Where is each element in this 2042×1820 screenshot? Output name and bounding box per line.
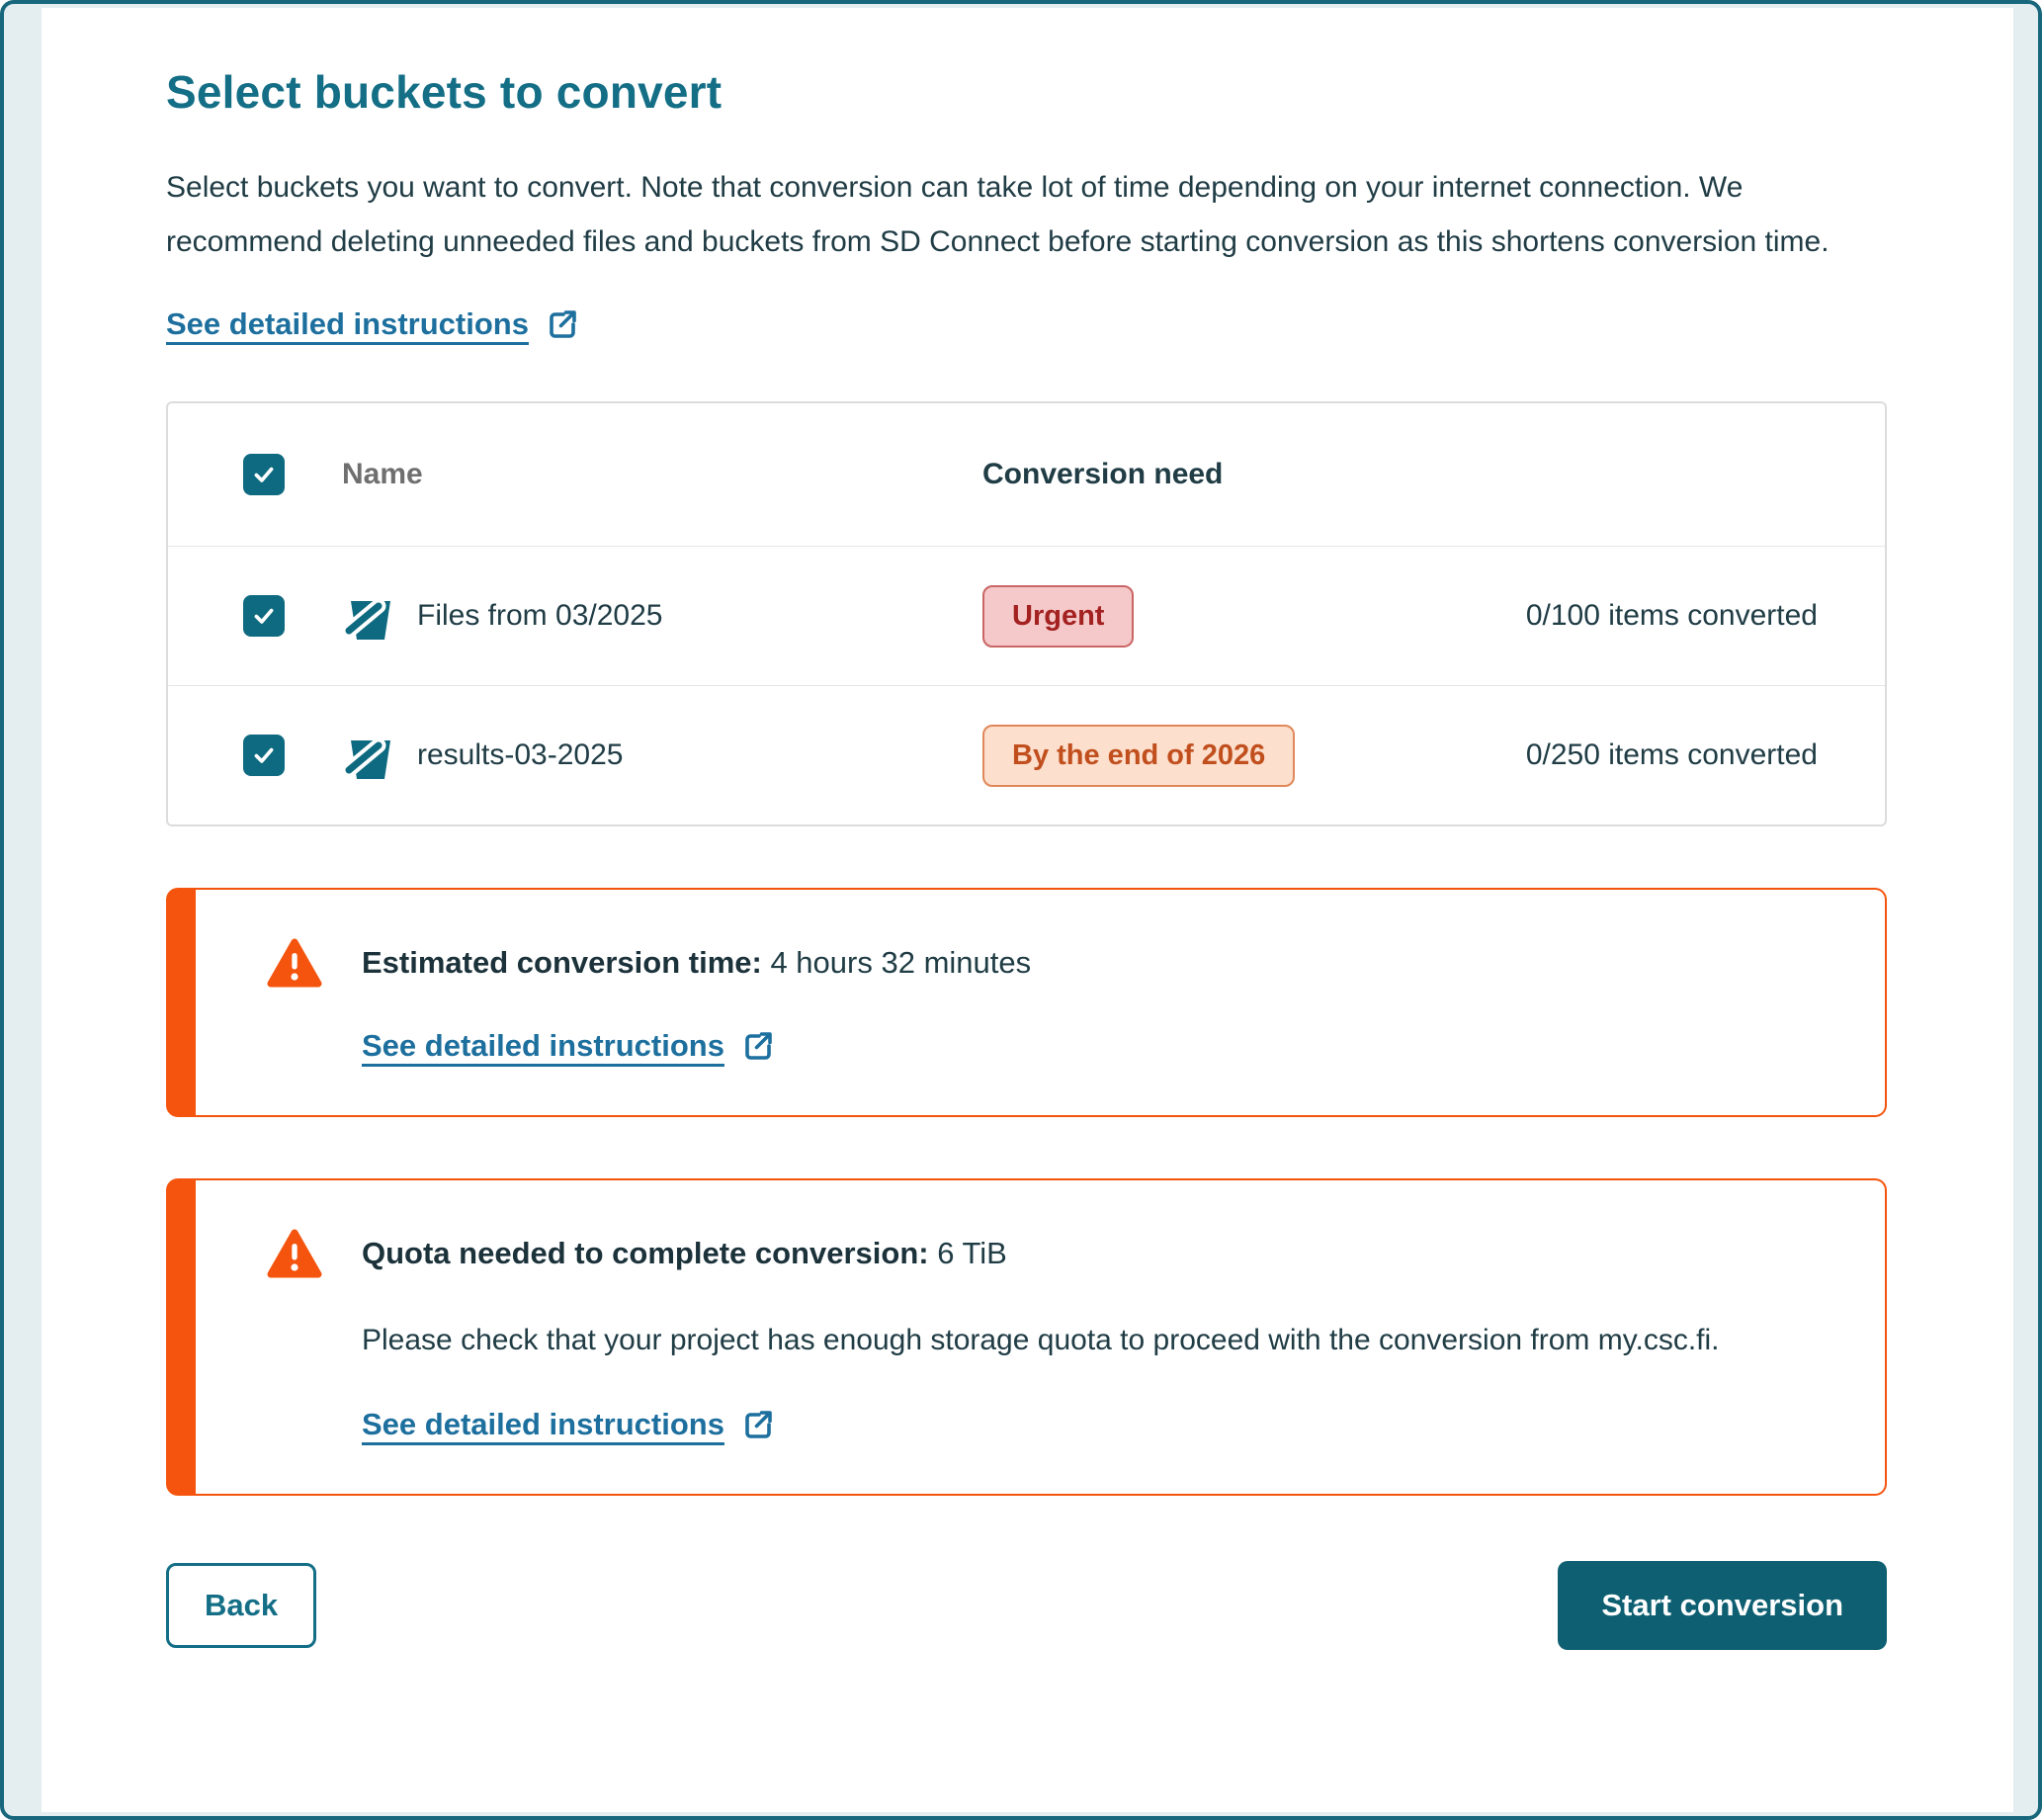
- external-link-icon: [740, 1028, 776, 1064]
- intro-text: Select buckets you want to convert. Note that conversion can take lot of time depending on your internet connection. We recommend deleting unneeded files and buckets from SD Connect before starting conversion as this shortens conversion time.: [166, 171, 1829, 258]
- alert-label: Quota needed to complete conversion:: [362, 1236, 929, 1270]
- conversion-need-cell: [982, 725, 1432, 787]
- select-all-checkbox[interactable]: [243, 454, 285, 495]
- alert-description: Please check that your project has enough storage quota to proceed with the conversion from my.csc.fi.: [362, 1324, 1720, 1356]
- row-checkbox[interactable]: [243, 735, 285, 776]
- alert-value: 6 TiB: [928, 1236, 1007, 1270]
- alert-instructions-link[interactable]: [362, 1407, 776, 1442]
- alert-label: Estimated conversion time:: [362, 945, 762, 980]
- estimated-time-alert: [166, 888, 1887, 1117]
- alert-title: [362, 1236, 1007, 1271]
- instructions-link[interactable]: [166, 306, 580, 342]
- row-checkbox[interactable]: [243, 595, 285, 637]
- bucket-name: results-03-2025: [417, 738, 624, 771]
- row-checkbox-cell: [243, 595, 342, 637]
- bucket-icon-cell: [342, 728, 417, 783]
- progress-text: 0/100 items converted: [1525, 599, 1818, 632]
- checkmark-icon: [251, 742, 277, 768]
- buckets-table: [166, 401, 1887, 826]
- column-header-name: Name: [342, 458, 423, 490]
- checkmark-icon: [251, 462, 277, 487]
- checkmark-icon: [251, 603, 277, 629]
- table-row[interactable]: [168, 685, 1885, 824]
- alert-title: [362, 945, 1031, 981]
- start-conversion-button[interactable]: Start conversion: [1558, 1561, 1887, 1650]
- header-checkbox-cell: [243, 454, 342, 495]
- alert-value: 4 hours 32 minutes: [761, 945, 1032, 980]
- alert-instructions-link-label: See detailed instructions: [362, 1028, 724, 1063]
- alert-instructions-link-label: See detailed instructions: [362, 1407, 724, 1441]
- warning-triangle-icon: [267, 1228, 322, 1279]
- progress-text: 0/250 items converted: [1525, 738, 1818, 771]
- instructions-link-label: See detailed instructions: [166, 306, 529, 341]
- footer-actions: [166, 1561, 1887, 1650]
- bucket-icon: [342, 728, 397, 783]
- external-link-icon: [545, 306, 580, 342]
- status-badge: By the end of 2026: [982, 725, 1295, 787]
- row-checkbox-cell: [243, 735, 342, 776]
- bucket-icon-cell: [342, 588, 417, 644]
- table-header-row: [168, 403, 1885, 546]
- back-button[interactable]: Back: [166, 1563, 316, 1648]
- external-link-icon: [740, 1407, 776, 1442]
- alert-instructions-link[interactable]: [362, 1028, 776, 1064]
- dialog-card: [42, 8, 2013, 1812]
- page-title: Select buckets to convert: [166, 66, 723, 118]
- column-header-conversion-need: Conversion need: [982, 458, 1224, 490]
- quota-alert: [166, 1178, 1887, 1496]
- bucket-name: Files from 03/2025: [417, 599, 663, 632]
- conversion-need-cell: [982, 585, 1432, 648]
- status-badge: Urgent: [982, 585, 1134, 648]
- table-row[interactable]: [168, 546, 1885, 685]
- bucket-icon: [342, 588, 397, 644]
- warning-triangle-icon: [267, 937, 322, 989]
